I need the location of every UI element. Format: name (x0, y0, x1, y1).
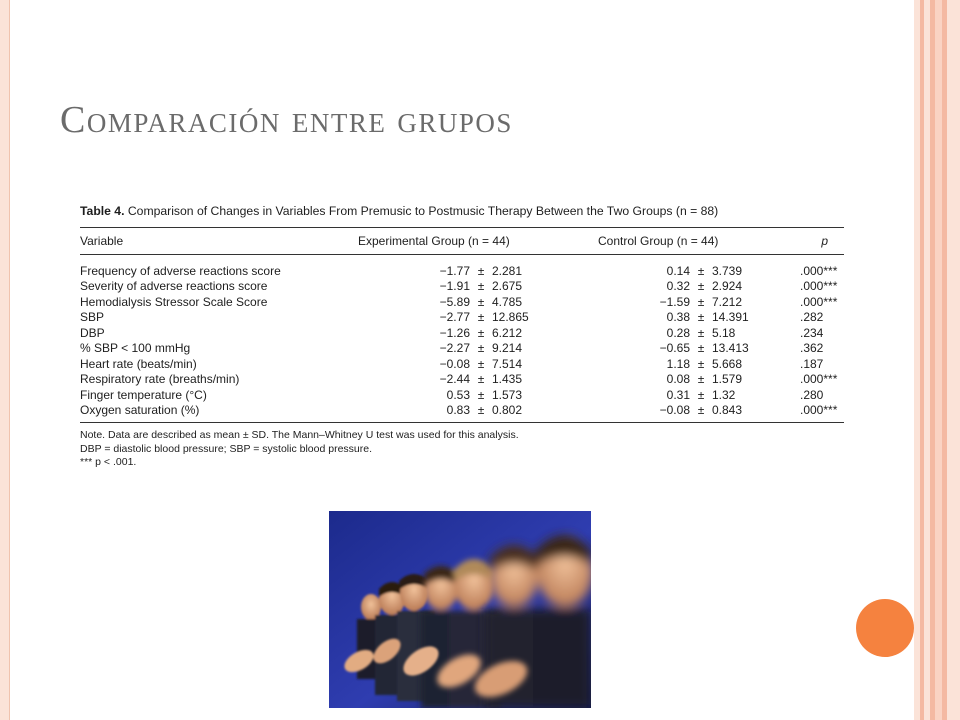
table-row (80, 325, 844, 341)
cell-p-value: .187 (800, 356, 824, 371)
table-caption-text: Comparison of Changes in Variables From Premusic to Postmusic Therapy Between the Two Groups (n = 88) (127, 204, 719, 218)
cell-exp-mean: −5.89 (439, 294, 470, 309)
cell-exp-mean: 0.53 (446, 387, 470, 402)
audience-applauding-photo (329, 511, 591, 708)
cell-exp-sd: 2.675 (492, 279, 523, 294)
cell-experimental (350, 372, 560, 386)
cell-p-value: .000*** (800, 279, 838, 294)
cell-variable: Frequency of adverse reactions score (80, 263, 281, 278)
cell-exp-mean: 0.83 (446, 403, 470, 418)
accent-circle-decoration (856, 599, 914, 657)
cell-exp-sd: 12.865 (492, 310, 529, 325)
table-note-2: DBP = diastolic blood pressure; SBP = systolic blood pressure. (80, 442, 373, 455)
cell-control (560, 264, 790, 278)
table-row (80, 263, 844, 279)
plus-minus-symbol: ± (477, 387, 485, 402)
cell-variable: % SBP < 100 mmHg (80, 341, 191, 356)
cell-ctl-sd: 14.391 (712, 310, 749, 325)
cell-experimental (350, 403, 560, 417)
cell-variable: SBP (80, 310, 105, 325)
cell-control (560, 372, 790, 386)
plus-minus-symbol: ± (697, 310, 705, 325)
cell-control (560, 357, 790, 371)
cell-experimental (350, 357, 560, 371)
plus-minus-symbol: ± (477, 310, 485, 325)
cell-control (560, 326, 790, 340)
table-row (80, 387, 844, 403)
plus-minus-symbol: ± (697, 356, 705, 371)
plus-minus-symbol: ± (477, 279, 485, 294)
cell-p-value: .234 (800, 325, 824, 340)
cell-exp-mean: −1.77 (439, 263, 470, 278)
table-row (80, 372, 844, 388)
plus-minus-symbol: ± (697, 403, 705, 418)
table-row (80, 341, 844, 357)
plus-minus-symbol: ± (697, 325, 705, 340)
cell-ctl-mean: −0.65 (659, 341, 690, 356)
cell-ctl-sd: 7.212 (712, 294, 743, 309)
cell-exp-mean: −2.27 (439, 341, 470, 356)
plus-minus-symbol: ± (477, 341, 485, 356)
cell-experimental (350, 279, 560, 293)
cell-exp-sd: 0.802 (492, 403, 523, 418)
cell-exp-sd: 4.785 (492, 294, 523, 309)
cell-exp-sd: 1.435 (492, 372, 523, 387)
cell-exp-sd: 9.214 (492, 341, 523, 356)
table-caption (80, 204, 844, 218)
cell-control (560, 295, 790, 309)
cell-exp-mean: −1.26 (439, 325, 470, 340)
plus-minus-symbol: ± (697, 294, 705, 309)
table-caption-label: Table 4. (80, 204, 125, 218)
cell-ctl-mean: 0.38 (666, 310, 690, 325)
plus-minus-symbol: ± (477, 372, 485, 387)
cell-variable: Heart rate (beats/min) (80, 356, 197, 371)
table-row (80, 403, 844, 419)
cell-experimental (350, 388, 560, 402)
table-header-row (80, 228, 844, 254)
cell-p-value: .282 (800, 310, 824, 325)
cell-ctl-mean: 0.31 (666, 387, 690, 402)
cell-exp-sd: 7.514 (492, 356, 523, 371)
cell-exp-mean: −0.08 (439, 356, 470, 371)
plus-minus-symbol: ± (477, 294, 485, 309)
table-note-1: Note. Data are described as mean ± SD. The Mann–Whitney U test was used for this analysis. (80, 429, 519, 441)
table-note-3: *** p < .001. (80, 456, 137, 468)
table-notes (80, 429, 844, 470)
results-table (80, 204, 844, 470)
plus-minus-symbol: ± (697, 387, 705, 402)
cell-control (560, 341, 790, 355)
cell-ctl-sd: 3.739 (712, 263, 743, 278)
cell-control (560, 388, 790, 402)
cell-variable: Finger temperature (°C) (80, 387, 207, 402)
right-stripes-decoration (914, 0, 960, 720)
cell-ctl-sd: 2.924 (712, 279, 743, 294)
cell-ctl-sd: 5.18 (712, 325, 736, 340)
cell-exp-mean: −2.44 (439, 372, 470, 387)
cell-p-value: .000*** (800, 263, 838, 278)
cell-ctl-sd: 1.32 (712, 387, 736, 402)
cell-ctl-mean: 0.08 (666, 372, 690, 387)
cell-ctl-mean: 0.14 (666, 263, 690, 278)
cell-control (560, 403, 790, 417)
cell-exp-mean: −2.77 (439, 310, 470, 325)
cell-p-value: .000*** (800, 294, 838, 309)
plus-minus-symbol: ± (697, 263, 705, 278)
cell-exp-sd: 1.573 (492, 387, 523, 402)
cell-variable: Hemodialysis Stressor Scale Score (80, 294, 268, 309)
cell-experimental (350, 341, 560, 355)
cell-exp-mean: −1.91 (439, 279, 470, 294)
table-row (80, 356, 844, 372)
plus-minus-symbol: ± (697, 279, 705, 294)
cell-control (560, 310, 790, 324)
header-variable: Variable (80, 234, 124, 248)
cell-ctl-mean: −0.08 (659, 403, 690, 418)
plus-minus-symbol: ± (477, 356, 485, 371)
cell-p-value: .000*** (800, 403, 838, 418)
plus-minus-symbol: ± (697, 372, 705, 387)
cell-experimental (350, 264, 560, 278)
cell-ctl-mean: 0.28 (666, 325, 690, 340)
cell-ctl-mean: 1.18 (666, 356, 690, 371)
cell-experimental (350, 310, 560, 324)
cell-exp-sd: 2.281 (492, 263, 523, 278)
left-border-decoration (0, 0, 10, 720)
cell-ctl-mean: 0.32 (666, 279, 690, 294)
cell-exp-sd: 6.212 (492, 325, 523, 340)
cell-variable: DBP (80, 325, 105, 340)
table-row (80, 294, 844, 310)
plus-minus-symbol: ± (697, 341, 705, 356)
cell-ctl-sd: 0.843 (712, 403, 743, 418)
table-body (80, 263, 844, 418)
cell-experimental (350, 295, 560, 309)
cell-control (560, 279, 790, 293)
cell-p-value: .280 (800, 387, 824, 402)
plus-minus-symbol: ± (477, 263, 485, 278)
cell-variable: Respiratory rate (breaths/min) (80, 372, 240, 387)
cell-ctl-sd: 13.413 (712, 341, 749, 356)
cell-variable: Severity of adverse reactions score (80, 279, 268, 294)
table-row (80, 310, 844, 326)
header-p: p (821, 234, 828, 248)
cell-experimental (350, 326, 560, 340)
table-bottom-rule (80, 422, 844, 423)
header-control: Control Group (n = 44) (598, 234, 719, 248)
cell-ctl-sd: 1.579 (712, 372, 743, 387)
plus-minus-symbol: ± (477, 403, 485, 418)
cell-ctl-mean: −1.59 (659, 294, 690, 309)
cell-ctl-sd: 5.668 (712, 356, 743, 371)
slide-title: Comparación entre grupos (60, 99, 513, 141)
cell-variable: Oxygen saturation (%) (80, 403, 200, 418)
cell-p-value: .000*** (800, 372, 838, 387)
table-row (80, 279, 844, 295)
cell-p-value: .362 (800, 341, 824, 356)
plus-minus-symbol: ± (477, 325, 485, 340)
header-experimental: Experimental Group (n = 44) (358, 234, 510, 248)
